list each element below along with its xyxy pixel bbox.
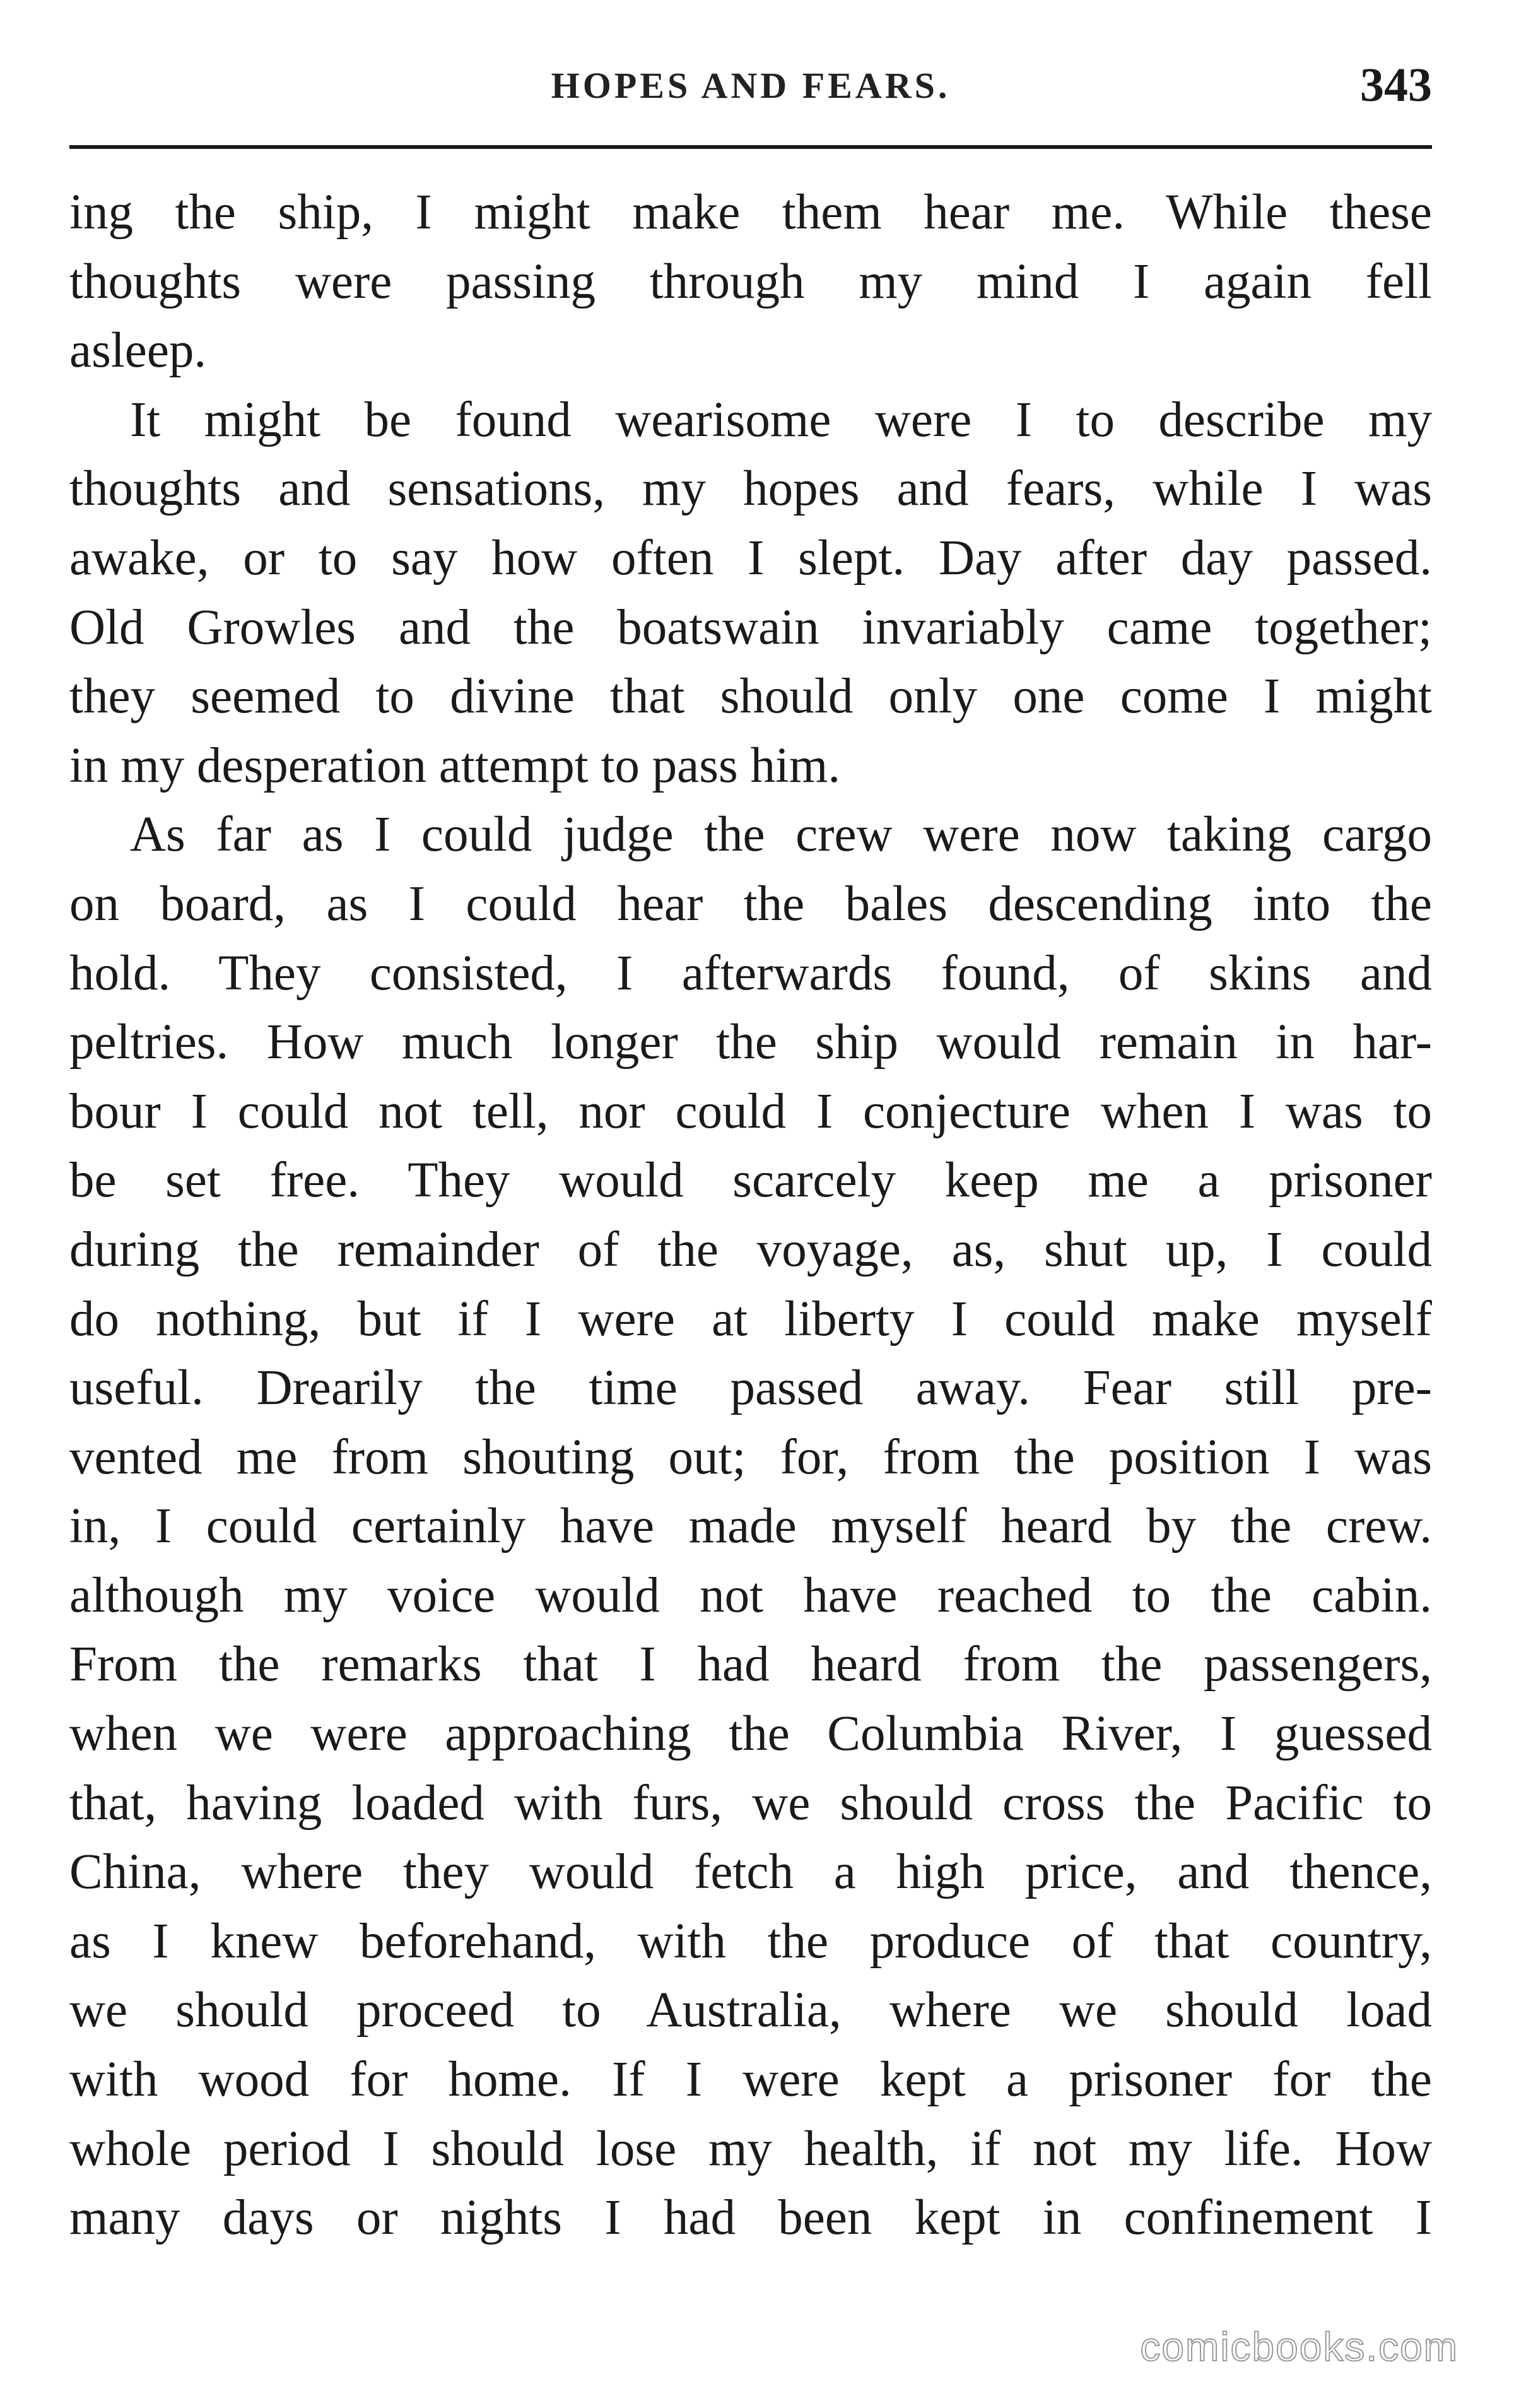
text-line: although my voice would not have reached to the cabin. [69, 1567, 1432, 1623]
text-line: when we were approaching the Columbia River, I guessed [69, 1706, 1432, 1762]
text-line: many days or nights I had been kept in confinement I [69, 2190, 1432, 2246]
text-line: bour I could not tell, nor could I conjecture when I was to [69, 1083, 1432, 1139]
paragraph [69, 386, 1432, 801]
header-rule [69, 145, 1432, 149]
text-line: peltries. How much longer the ship would remain in har- [69, 1015, 1432, 1070]
text-line: thoughts were passing through my mind I again fell [69, 254, 1432, 309]
text-line: ing the ship, I might make them hear me. While these [69, 185, 1432, 240]
text-line: in, I could certainly have made myself heard by the crew. [69, 1499, 1432, 1554]
paragraph [69, 178, 1432, 386]
text-line: on board, as I could hear the bales descending into the [69, 876, 1432, 931]
text-line: as I knew beforehand, with the produce of that country, [69, 1913, 1432, 1969]
text-line: we should proceed to Australia, where we should load [69, 1983, 1432, 2038]
text-line: Old Growles and the boatswain invariably came together; [69, 599, 1432, 655]
text-line: thoughts and sensations, my hopes and fears, while I was [69, 461, 1432, 517]
text-line: that, having loaded with furs, we should cross the Pacific to [69, 1775, 1432, 1831]
text-line: be set free. They would scarcely keep me a prisoner [69, 1153, 1432, 1208]
page-number: 343 [1360, 59, 1432, 112]
text-line: From the remarks that I had heard from the passengers, [69, 1637, 1432, 1692]
text-line: asleep. [69, 323, 207, 379]
page-header [69, 50, 1432, 126]
running-title: HOPES AND FEARS. [551, 65, 951, 106]
text-line: hold. They consisted, I afterwards found, of skins and [69, 945, 1432, 1001]
text-line: whole period I should lose my health, if not my life. How [69, 2121, 1432, 2176]
text-line: vented me from shouting out; for, from the position I was [69, 1429, 1432, 1485]
text-line: awake, or to say how often I slept. Day after day passed. [69, 530, 1432, 586]
text-line: useful. Drearily the time passed away. Fear still pre- [69, 1360, 1432, 1416]
site-watermark: comicbooks.com [1140, 2324, 1458, 2370]
body-text [69, 178, 1432, 2253]
text-line: As far as I could judge the crew were now taking cargo [130, 807, 1432, 863]
text-line: It might be found wearisome were I to describe my [130, 392, 1432, 447]
text-line: China, where they would fetch a high price, and thence, [69, 1844, 1432, 1900]
text-line: do nothing, but if I were at liberty I could make myself [69, 1291, 1432, 1347]
text-line: in my desperation attempt to pass him. [69, 738, 841, 793]
text-line: with wood for home. If I were kept a prisoner for the [69, 2052, 1432, 2108]
paragraph [69, 800, 1432, 2252]
text-line: during the remainder of the voyage, as, shut up, I could [69, 1222, 1432, 1277]
text-line: they seemed to divine that should only one come I might [69, 669, 1432, 724]
